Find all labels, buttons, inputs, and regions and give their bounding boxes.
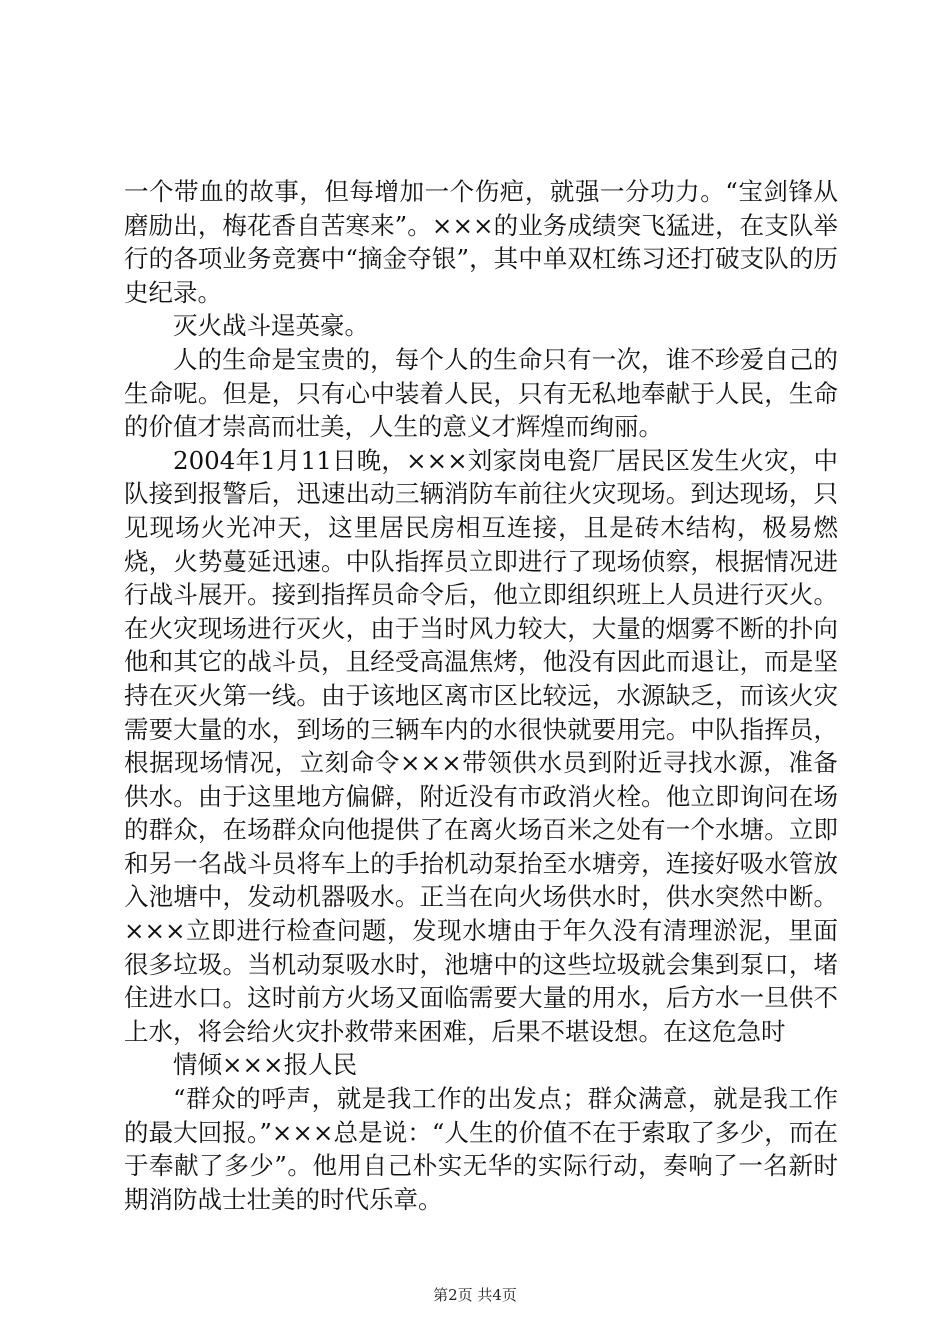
section-heading-firefighting: 灭火战斗逞英豪。 — [173, 311, 369, 341]
paragraph-value-of-life: 人的生命是宝贵的，每个人的生命只有一次，谁不珍爱自己的生命呢。但是，只有心中装着人民，只有无私地奉献于人民，生命的价值才崇高而壮美，人生的意义才辉煌而绚丽。 — [124, 344, 838, 442]
section-heading-serve-people: 情倾×××报人民 — [173, 1050, 358, 1080]
page-number-footer: 第2页 共4页 — [433, 1286, 517, 1304]
document-body — [124, 175, 838, 1216]
paragraph-story-continuation: 一个带血的故事，但每增加一个伤疤，就强一分功力。“宝剑锋从磨励出，梅花香自苦寒来”。×××的业务成绩突飞猛进，在支队举行的各项业务竞赛中“摘金夺银”，其中单双杠练习还打破支队的历史纪录。 — [124, 177, 838, 307]
paragraph-fire-incident: 2004年1月11日晚，×××刘家岗电瓷厂居民区发生火灾，中队接到报警后，迅速出动三辆消防车前往火灾现场。到达现场，只见现场火光冲天，这里居民房相互连接，且是砖木结构，极易燃烧，火势蔓延迅速。中队指挥员立即进行了现场侦察，根据情况进行战斗展开。接到指挥员命令后，他立即组织班上人员进行灭火。在火灾现场进行灭火，由于当时风力较大，大量的烟雾不断的扑向他和其它的战斗员，且经受高温焦烤，他没有因此而退让，而是坚持在灭火第一线。由于该地区离市区比较远，水源缺乏，而该火灾需要大量的水，到场的三辆车内的水很快就要用完。中队指挥员，根据现场情况，立刻命令×××带领供水员到附近寻找水源，准备供水。由于这里地方偏僻，附近没有市政消火栓。他立即询问在场的群众，在场群众向他提供了在离火场百米之处有一个水塘。立即和另一名战斗员将车上的手抬机动泵抬至水塘旁，连接好吸水管放入池塘中，发动机器吸水。正当在向火场供水时，供水突然中断。×××立即进行检查问题，发现水塘由于年久没有清理淤泥，里面很多垃圾。当机动泵吸水时，池塘中的这些垃圾就会集到泵口，堵住进水口。这时前方火场又面临需要大量的用水，后方水一旦供不上水，将会给火灾扑救带来困难，后果不堪设想。在这危急时 — [124, 445, 838, 1046]
paragraph-closing-quote: “群众的呼声，就是我工作的出发点；群众满意，就是我工作的最大回报。”×××总是说：“人生的价值不在于索取了多少，而在于奉献了多少”。他用自己朴实无华的实际行动，奏响了一名新时期消防战士壮美的时代乐章。 — [124, 1084, 838, 1214]
